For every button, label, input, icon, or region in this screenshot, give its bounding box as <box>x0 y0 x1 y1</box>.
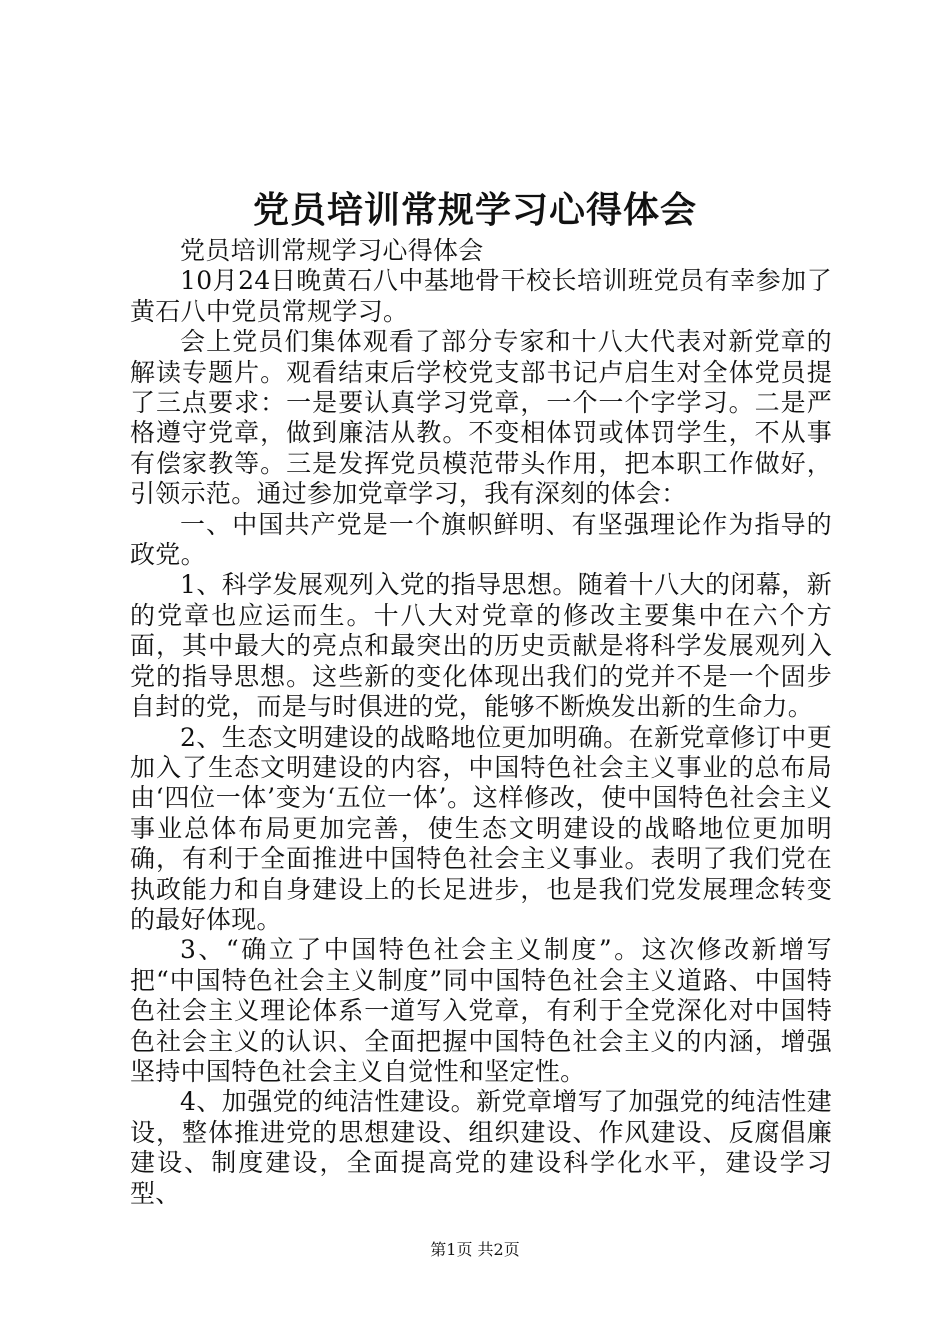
document-body <box>130 236 832 1209</box>
paragraph-point-4: 4、加强党的纯洁性建设。新党章增写了加强党的纯洁性建设，整体推进党的思想建设、组织建设、作风建设、反腐倡廉建设、制度建设，全面提高党的建设科学化水平，建设学习型、 <box>130 1087 832 1208</box>
page-footer: 第1页 共2页 <box>430 1240 520 1259</box>
paragraph-meeting: 会上党员们集体观看了部分专家和十八大代表对新党章的解读专题片。观看结束后学校党支部书记卢启生对全体党员提了三点要求：一是要认真学习党章，一个一个字学习。二是严格遵守党章，做到廉洁从教。不变相体罚或体罚学生，不从事有偿家教等。三是发挥党员模范带头作用，把本职工作做好，引领示范。通过参加党章学习，我有深刻的体会： <box>130 327 832 509</box>
paragraph-section-one: 一、中国共产党是一个旗帜鲜明、有坚强理论作为指导的政党。 <box>130 509 832 570</box>
paragraph-point-3: 3、“确立了中国特色社会主义制度”。这次修改新增写把“中国特色社会主义制度”同中国特色社会主义道路、中国特色社会主义理论体系一道写入党章，有利于全党深化对中国特色社会主义的认识、全面把握中国特色社会主义的内涵，增强坚持中国特色社会主义自觉性和坚定性。 <box>130 935 832 1086</box>
paragraph-point-2: 2、生态文明建设的战略地位更加明确。在新党章修订中更加入了生态文明建设的内容，中国特色社会主义事业的总布局由‘四位一体’变为‘五位一体’。这样修改，使中国特色社会主义事业总体布局更加完善，使生态文明建设的战略地位更加明确，有利于全面推进中国特色社会主义事业。表明了我们党在执政能力和自身建设上的长足进步，也是我们党发展理念转变的最好体现。 <box>130 722 832 934</box>
document-title: 党员培训常规学习心得体会 <box>252 189 697 231</box>
paragraph-point-1: 1、科学发展观列入党的指导思想。随着十八大的闭幕，新的党章也应运而生。十八大对党章的修改主要集中在六个方面，其中最大的亮点和最突出的历史贡献是将科学发展观列入党的指导思想。这些新的变化体现出我们的党并不是一个固步自封的党，而是与时俱进的党，能够不断焕发出新的生命力。 <box>130 570 832 722</box>
paragraph-subtitle: 党员培训常规学习心得体会 <box>180 236 484 265</box>
paragraph-intro: 10月24日晚黄石八中基地骨干校长培训班党员有幸参加了黄石八中党员常规学习。 <box>130 266 832 326</box>
